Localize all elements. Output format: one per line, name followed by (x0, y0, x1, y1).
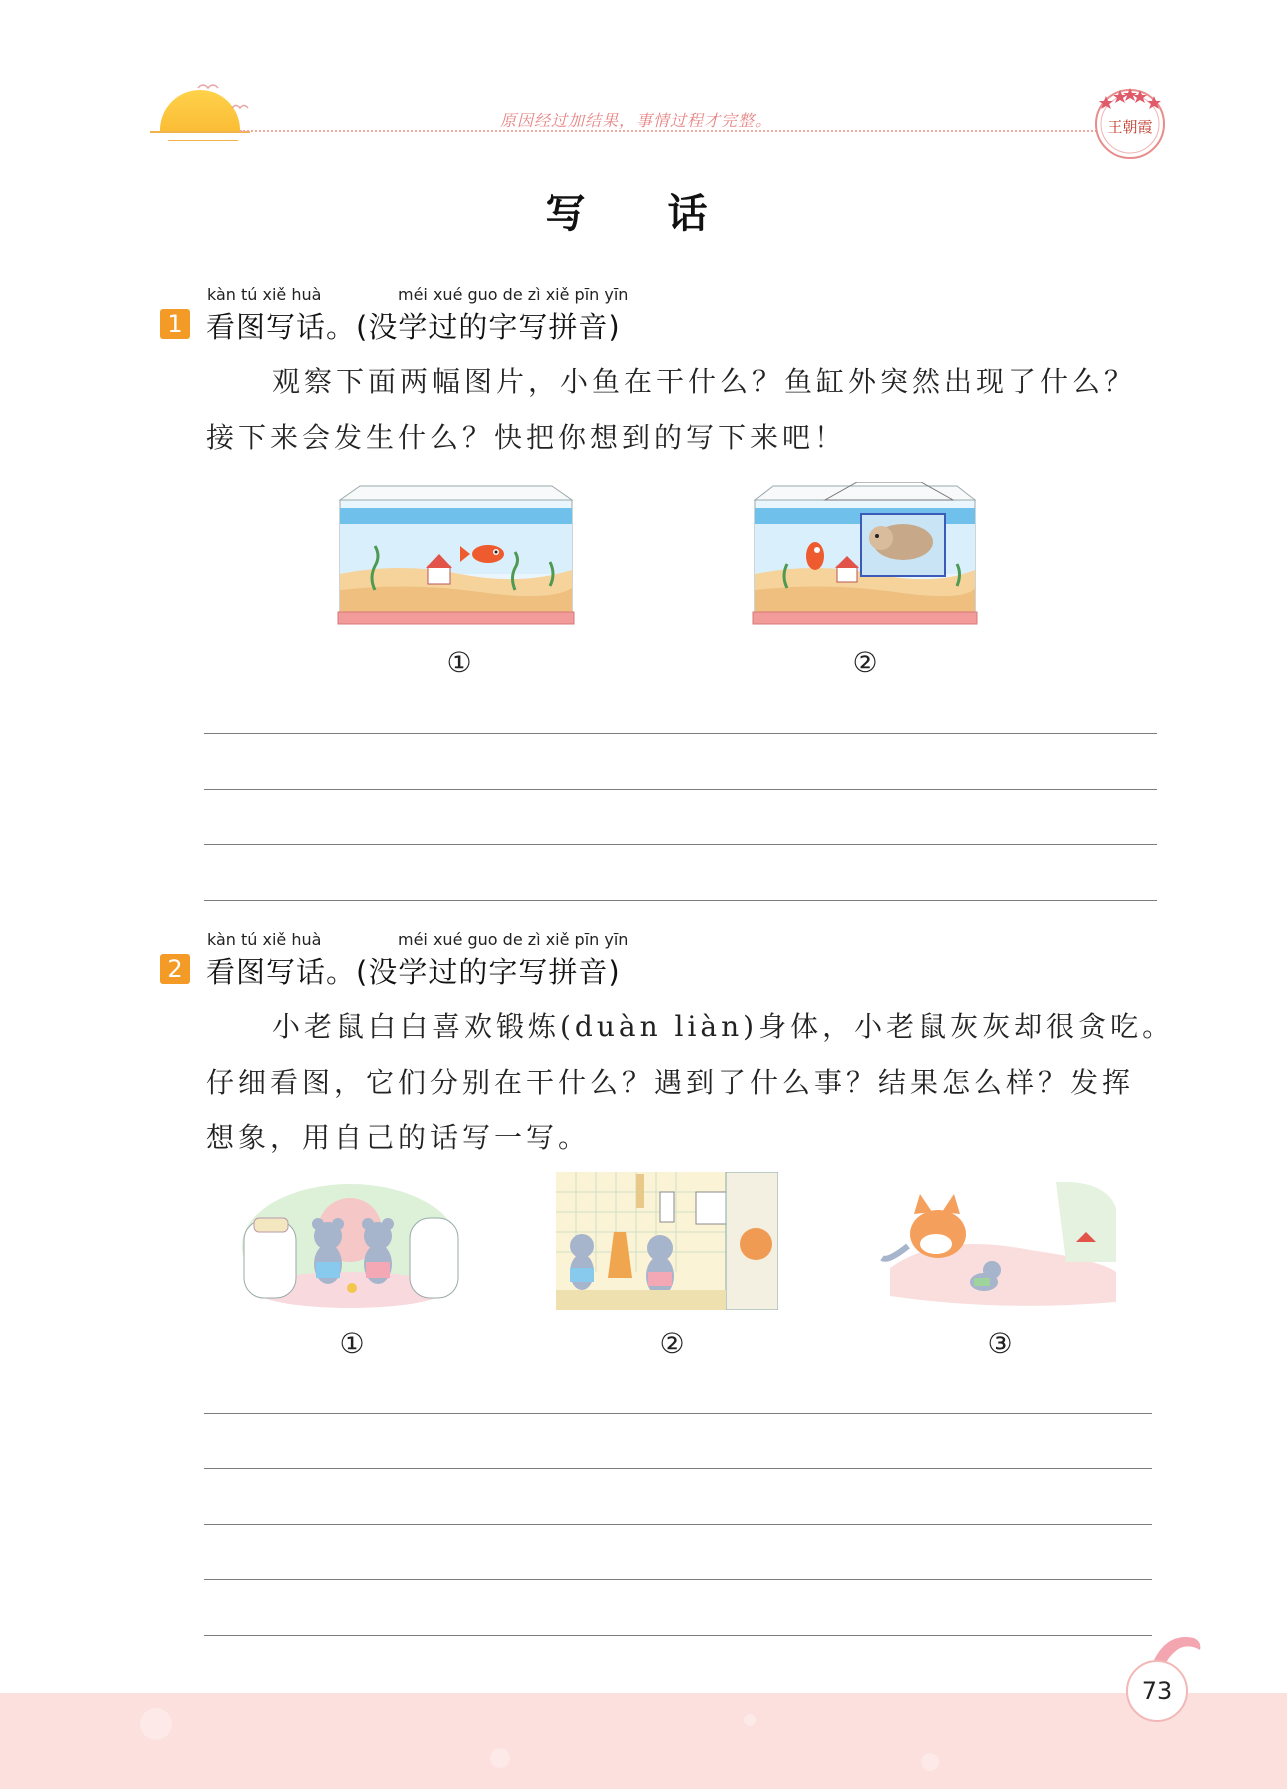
task1-writing-line[interactable] (204, 789, 1157, 790)
task1-image-label-1: ① (446, 646, 472, 679)
sun-horizon-line (150, 131, 250, 133)
task2-prompt: 看图写话。(没学过的字写拼音) (206, 955, 621, 989)
task2-writing-line[interactable] (204, 1413, 1152, 1414)
task1-pinyin-b: méi xué guo de zì xiě pīn yīn (398, 285, 629, 304)
task2-writing-line[interactable] (204, 1635, 1152, 1636)
task2-pinyin-a: kàn tú xiě huà (207, 930, 322, 949)
task1-writing-line[interactable] (204, 844, 1157, 845)
task2-number-badge: 2 (160, 954, 190, 984)
task1-writing-line[interactable] (204, 900, 1157, 901)
task2-line2: 仔细看图，它们分别在干什么？遇到了什么事？结果怎么样？发挥 (206, 1066, 1135, 1099)
task2-writing-line[interactable] (204, 1524, 1152, 1525)
aquarium-image-1 (330, 482, 580, 628)
aquarium-image-2 (745, 482, 985, 628)
task2-line1: 小老鼠白白喜欢锻炼(duàn liàn)身体，小老鼠灰灰却很贪吃。 (272, 1010, 1175, 1043)
task2-pinyin-b: méi xué guo de zì xiě pīn yīn (398, 930, 629, 949)
task1-line2: 接下来会发生什么？快把你想到的写下来吧！ (206, 421, 847, 454)
task2-image-label-1: ① (339, 1327, 365, 1360)
seal-text: 王朝霞 (1107, 118, 1153, 136)
mice-picture-2 (556, 1172, 778, 1310)
task2-image-label-2: ② (659, 1327, 685, 1360)
page-number: 73 (1126, 1660, 1188, 1722)
footer-decoration (130, 1700, 1230, 1789)
sun-horizon-line-2 (168, 140, 238, 141)
task1-line1: 观察下面两幅图片，小鱼在干什么？鱼缸外突然出现了什么？ (272, 365, 1137, 398)
task2-image-label-3: ③ (987, 1327, 1013, 1360)
task1-prompt: 看图写话。(没学过的字写拼音) (206, 310, 621, 344)
task2-writing-line[interactable] (204, 1579, 1152, 1580)
seal-logo (1090, 82, 1170, 162)
birds-icon (196, 80, 256, 120)
mice-picture-1 (240, 1172, 460, 1310)
task2-writing-line[interactable] (204, 1468, 1152, 1469)
mice-picture-3 (880, 1172, 1120, 1310)
page-title: 写 话 (545, 191, 742, 237)
task1-image-label-2: ② (852, 646, 878, 679)
header-motto: 原因经过加结果，事情过程才完整。 (500, 111, 773, 130)
task1-number-badge: 1 (160, 309, 190, 339)
task1-writing-line[interactable] (204, 733, 1157, 734)
task1-pinyin-a: kàn tú xiě huà (207, 285, 322, 304)
task2-line3: 想象，用自己的话写一写。 (206, 1121, 591, 1154)
